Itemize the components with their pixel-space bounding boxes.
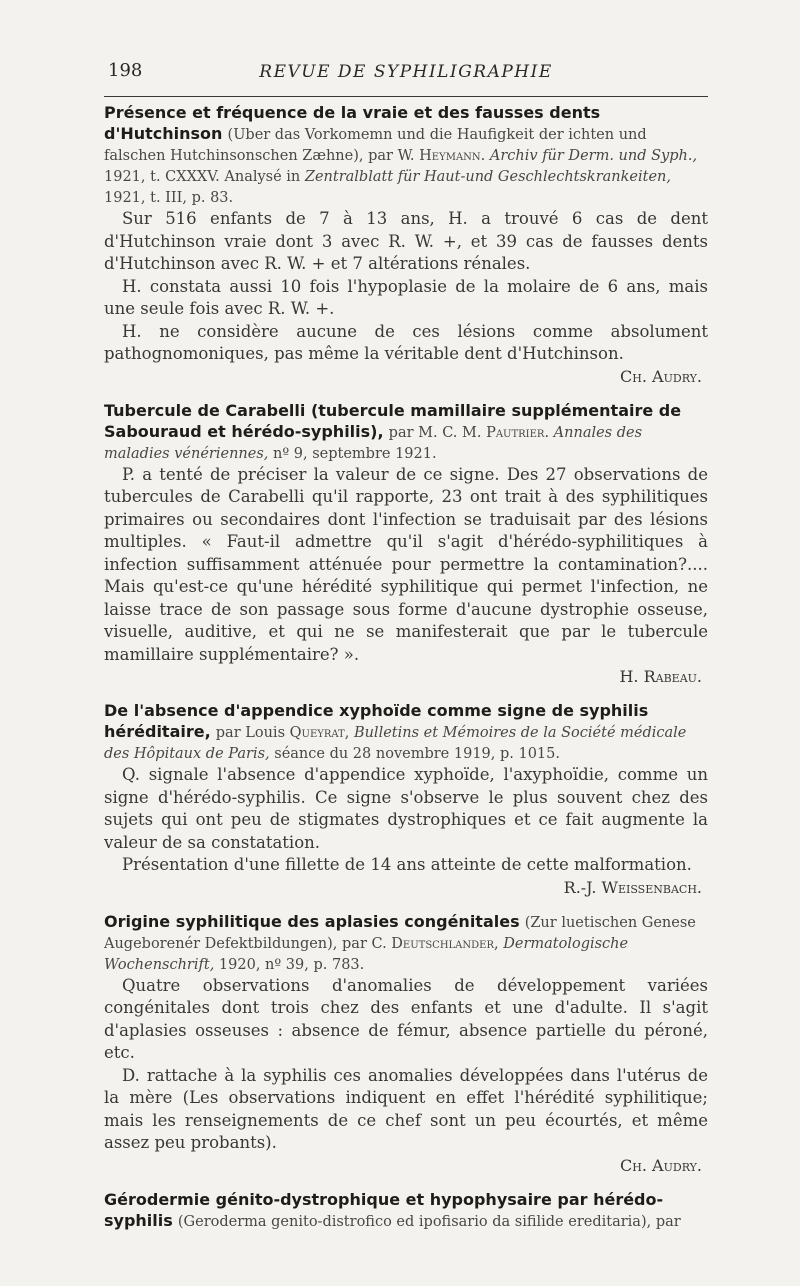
paragraph: H. constata aussi 10 fois l'hypoplasie de la molaire de 6 ans, mais une seule fois avec R. W. +.: [104, 276, 708, 318]
paragraph: Sur 516 enfants de 7 à 13 ans, H. a trouvé 6 cas de dent d'Hutchinson vraie dont 3 avec R. W. +, et 39 cas de fausses dents d'Hutchinson avec R. W. + et 7 altérations rénales.: [104, 209, 708, 273]
article-reference: (Geroderma genito-distrofico ed ipofisario da sifilide ereditaria), par: [177, 1213, 681, 1230]
paragraph: P. a tenté de préciser la valeur de ce signe. Des 27 observations de tubercules de Carabelli qu'il rapporte, 23 ont trait à des syphilitiques primaires ou secondaires dont l'infection se traduisait par des lésions multiples. « Faut-il admettre qu'il s'agit d'hérédo-syphilitiques à infection suffisamment atténuée pour permettre la contamination?.... Mais qu'est-ce qu'une hérédité syphilitique qui permet l'infection, ne laisse trace de son passage sous forme d'aucune dystrophie osseuse, visuelle, auditive, et qui ne se manifesterait que par le tubercule mamillaire supplémentaire? ».: [104, 464, 708, 664]
journal-name: Archiv für Derm. und Syph.,: [489, 148, 698, 164]
article-title: Présence et fréquence de la vraie et des fausses dents d'Hutchinson: [104, 103, 601, 143]
article-reference: par M. C. M. Pautrier. Annales des maladies vénériennes, nº 9, septembre 1921.: [104, 424, 643, 462]
article-reference: par Louis Queyrat, Bulletins et Mémoires de la Société médicale des Hôpitaux de Paris, séance du 28 novembre 1919, p. 1015.: [104, 725, 687, 762]
journal-name: Annales des maladies vénériennes,: [104, 424, 643, 462]
paragraph: Quatre observations d'anomalies de développement variées congénitales dont trois chez des enfants et une d'adulte. Il s'agit d'aplasies osseuses : absence de fémur, absence partielle du péroné, etc.: [104, 975, 708, 1062]
article-heading: [104, 400, 708, 464]
paragraph: H. ne considère aucune de ces lésions comme absolument pathognomoniques, pas même la véritable dent d'Hutchinson.: [104, 321, 708, 363]
article-heading: [104, 102, 708, 208]
article-title: Origine syphilitique des aplasies congénitales: [104, 911, 520, 931]
page-number: 198: [108, 60, 143, 81]
article-heading: [104, 700, 708, 764]
author-name: Pautrier.: [486, 424, 550, 441]
signature: R.-J. Weissenbach.: [563, 877, 702, 897]
article-carabelli: [104, 400, 708, 689]
journal-name: Zentralblatt für Haut-und Geschlechtskrankeiten,: [304, 169, 671, 185]
article-gerodermie: [104, 1189, 708, 1232]
signature: Ch. Audry.: [620, 1155, 702, 1175]
author-name: Heymann.: [419, 148, 486, 164]
article-title: Gérodermie génito-dystrophique et hypophysaire par hérédo-syphilis: [104, 1189, 664, 1230]
signature: H. Rabeau.: [619, 667, 702, 686]
page-body: [104, 102, 708, 1232]
article-reference: (Uber das Vorkomemn und die Haufigkeit der ichten und falschen Hutchinsonschen Zæhne), par W. Heymann. Archiv für Derm. und Syph., 1921, t. CXXXV. Analysé in Zentralblatt für Haut-und Geschlechtskrankeiten, 1921, t. III, p. 83.: [104, 127, 698, 206]
signature: Ch. Audry.: [620, 366, 702, 386]
paragraph: Q. signale l'absence d'appendice xyphoïde, l'axyphoïdie, comme un signe d'hérédo-syphilis. Ce signe s'observe le plus souvent chez des sujets qui ont peu de stigmates dystrophiques et ce fait augmente la valeur de sa constatation.: [104, 765, 708, 852]
author-name: Queyrat,: [289, 725, 350, 741]
article-aplasies: [104, 911, 708, 1177]
header-rule: [104, 96, 708, 97]
journal-name: Bulletins et Mémoires de la Société médicale des Hôpitaux de Paris,: [104, 725, 687, 762]
paragraph: Présentation d'une fillette de 14 ans atteinte de cette malformation.: [122, 855, 692, 874]
article-reference: (Zur luetischen Genese Augeborenér Defektbildungen), par C. Deutschlander, Dermatologische Wochenschrift, 1920, nº 39, p. 783.: [104, 914, 696, 973]
article-xyphoide: [104, 700, 708, 899]
journal-name: Dermatologische Wochenschrift,: [104, 935, 629, 973]
running-title: REVUE DE SYPHILIGRAPHIE: [259, 62, 553, 82]
author-name: Deutschlander,: [391, 935, 499, 952]
article-heading: [104, 1189, 708, 1232]
page-header: [104, 60, 708, 90]
article-heading: [104, 911, 708, 975]
article-hutchinson: [104, 102, 708, 388]
paragraph: D. rattache à la syphilis ces anomalies développées dans l'utérus de la mère (Les observations indiquent en effet l'hérédité syphilitique; mais les renseignements de ce chef sont un peu écourtés, et même assez peu probants).: [104, 1065, 708, 1152]
article-title: De l'absence d'appendice xyphoïde comme signe de syphilis héréditaire,: [104, 701, 649, 741]
article-title: Tubercule de Carabelli (tubercule mamillaire supplémentaire de Sabouraud et hérédo-syphilis),: [104, 400, 682, 441]
